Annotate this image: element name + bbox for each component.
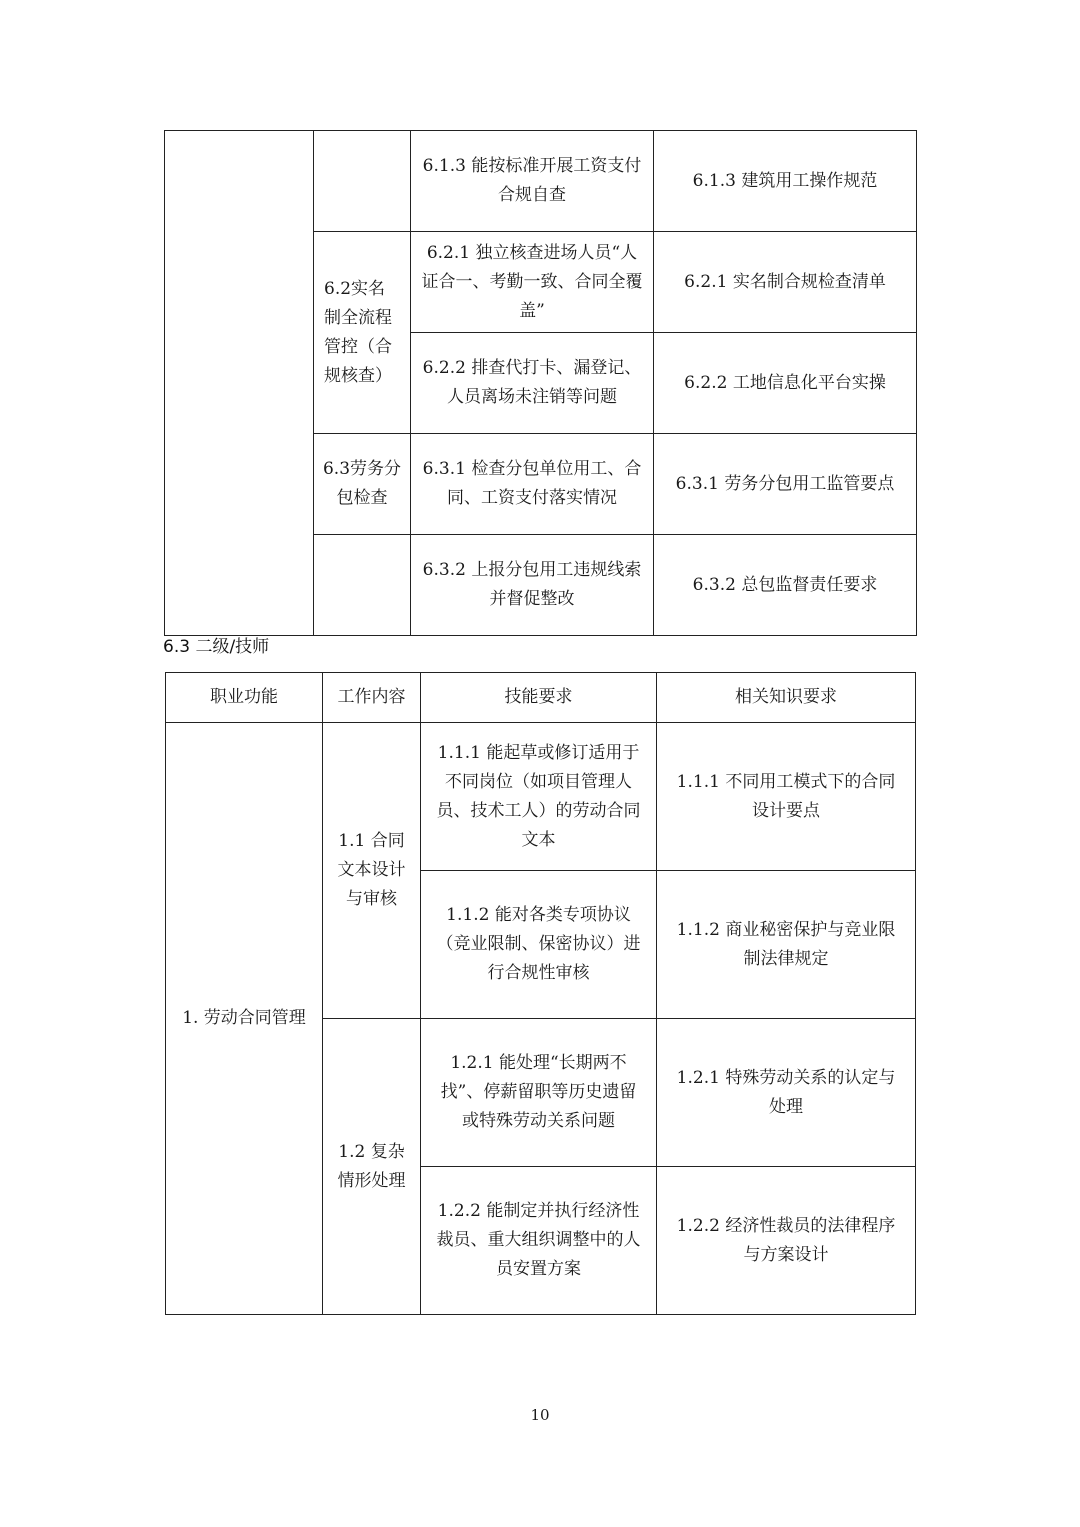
knowledge-cell: 6.2.2 工地信息化平台实操 [654,333,917,434]
skill-cell [421,723,657,871]
skill-text: 1.2.1 能处理“长期两不找”、停薪留职等历史遗留或特殊劳动关系问题 [440,1053,637,1131]
content-cell [323,723,421,1019]
skill-cell [421,1167,657,1315]
skill-cell [411,333,654,434]
knowledge-cell: 6.1.3 建筑用工操作规范 [654,131,917,232]
function-cell-continued [165,131,314,636]
content-cell [314,232,411,434]
header-content: 工作内容 [323,673,421,723]
content-cell [314,434,411,535]
content-cell [323,1019,421,1315]
skills-requirements-table [165,672,916,1315]
skill-cell [411,434,654,535]
function-text: 1. 劳动合同管理 [182,1008,306,1028]
function-cell [166,723,323,1315]
skill-cell [421,1019,657,1167]
knowledge-text: 6.3.1 劳务分包用工监管要点 [675,473,895,494]
knowledge-cell [657,871,916,1019]
content-cell [314,535,411,636]
skill-text: 1.1.2 能对各类专项协议（竞业限制、保密协议）进行合规性审核 [436,905,641,983]
content-text: 1.1 合同文本设计与审核 [337,831,406,909]
header-function: 职业功能 [166,673,323,723]
skill-text: 6.2.2 排查代打卡、漏登记、人员离场未注销等问题 [422,358,642,407]
skill-cell [411,131,654,232]
knowledge-cell [657,1167,916,1315]
knowledge-cell: 6.2.1 实名制合规检查清单 [654,232,917,333]
knowledge-text: 1.1.1 不同用工模式下的合同设计要点 [676,771,896,821]
skill-text: 6.2.1 独立核查进场人员“人证合一、考勤一致、合同全覆盖” [421,242,643,321]
knowledge-text: 1.2.2 经济性裁员的法律程序与方案设计 [676,1215,896,1265]
knowledge-cell [657,723,916,871]
knowledge-text: 1.2.1 特殊劳动关系的认定与处理 [676,1067,896,1117]
skill-text: 6.3.1 检查分包单位用工、合同、工资支付落实情况 [422,459,642,508]
skill-cell [411,232,654,333]
knowledge-cell: 6.3.2 总包监督责任要求 [654,535,917,636]
header-knowledge: 相关知识要求 [657,673,916,723]
skill-text: 6.3.2 上报分包用工违规线索并督促整改 [422,560,642,609]
content-text: 1.2 复杂情形处理 [337,1141,406,1191]
skill-cell [411,535,654,636]
content-text: 6.2实名制全流程管控（合规核查） [324,278,392,386]
section-title: 6.3 二级/技师 [163,637,270,657]
skill-text: 1.1.1 能起草或修订适用于不同岗位（如项目管理人员、技术工人）的劳动合同文本 [436,742,641,850]
knowledge-text: 1.1.2 商业秘密保护与竞业限制法律规定 [676,919,896,969]
knowledge-cell [654,434,917,535]
knowledge-cell [657,1019,916,1167]
continued-skills-table [164,130,917,636]
skill-cell [421,871,657,1019]
skill-text: 1.2.2 能制定并执行经济性裁员、重大组织调整中的人员安置方案 [436,1201,641,1279]
header-skill: 技能要求 [421,673,657,723]
skill-text: 6.1.3 能按标准开展工资支付合规自查 [422,156,642,205]
page-number: 10 [530,1406,550,1424]
content-cell [314,131,411,232]
content-text: 6.3劳务分包检查 [322,459,402,508]
